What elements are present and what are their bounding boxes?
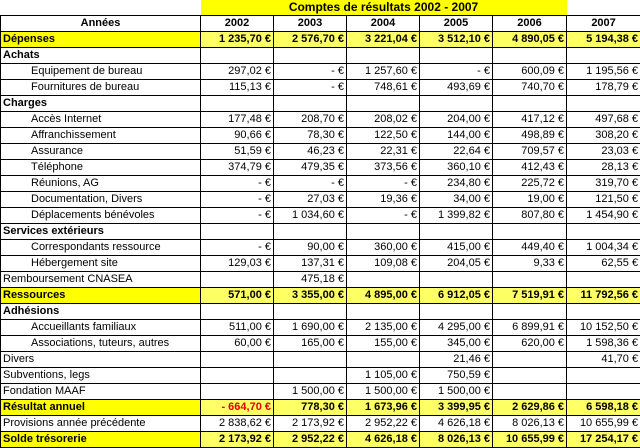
value-cell[interactable]: 2 952,22 € [347, 416, 420, 432]
value-cell[interactable] [201, 352, 274, 368]
table-row [1, 144, 640, 160]
value-cell[interactable]: 1 105,00 € [347, 368, 420, 384]
year-header[interactable]: 2005 [420, 16, 493, 32]
table-row [1, 320, 640, 336]
table-row [1, 64, 640, 80]
value-cell[interactable]: 498,89 € [493, 128, 567, 144]
year-header[interactable]: 2002 [201, 16, 274, 32]
row-label[interactable]: Fournitures de bureau [1, 80, 201, 96]
value-cell[interactable]: 479,35 € [274, 160, 347, 176]
value-cell[interactable]: 750,59 € [420, 368, 493, 384]
value-cell[interactable]: 34,00 € [420, 192, 493, 208]
value-cell[interactable]: 155,00 € [347, 336, 420, 352]
value-cell[interactable] [567, 48, 640, 64]
value-cell[interactable] [274, 368, 347, 384]
value-cell[interactable] [347, 352, 420, 368]
value-cell[interactable]: 1 034,60 € [274, 208, 347, 224]
value-cell[interactable]: 109,08 € [347, 256, 420, 272]
value-cell[interactable]: 4 890,05 € [493, 32, 567, 48]
table-row [1, 368, 640, 384]
row-label[interactable]: Achats [1, 48, 201, 64]
value-cell[interactable]: 2 135,00 € [347, 320, 420, 336]
value-cell[interactable]: 234,80 € [420, 176, 493, 192]
value-cell[interactable]: 1 399,82 € [420, 208, 493, 224]
value-cell[interactable]: 1 500,00 € [420, 384, 493, 400]
table-row [1, 176, 640, 192]
value-cell[interactable]: 308,20 € [567, 128, 640, 144]
value-cell[interactable] [274, 352, 347, 368]
value-cell[interactable]: 204,00 € [420, 112, 493, 128]
value-cell[interactable]: 373,56 € [347, 160, 420, 176]
value-cell[interactable] [201, 48, 274, 64]
value-cell[interactable] [493, 304, 567, 320]
value-cell[interactable]: 225,72 € [493, 176, 567, 192]
value-cell[interactable]: 21,46 € [420, 352, 493, 368]
value-cell[interactable]: 1 500,00 € [274, 384, 347, 400]
header-label[interactable]: Années [1, 16, 201, 32]
value-cell[interactable]: 208,02 € [347, 112, 420, 128]
value-cell[interactable]: 22,31 € [347, 144, 420, 160]
value-cell[interactable]: 740,70 € [493, 80, 567, 96]
row-label[interactable]: Charges [1, 96, 201, 112]
value-cell[interactable] [420, 224, 493, 240]
table-row [1, 224, 640, 240]
value-cell[interactable] [420, 48, 493, 64]
value-cell[interactable]: 19,36 € [347, 192, 420, 208]
row-label[interactable]: Correspondants ressource [1, 240, 201, 256]
value-cell[interactable]: 2 838,62 € [201, 416, 274, 432]
row-label[interactable]: Services extérieurs [1, 224, 201, 240]
row-label[interactable]: Remboursement CNASEA [1, 272, 201, 288]
value-cell[interactable]: 1 690,00 € [274, 320, 347, 336]
value-cell[interactable] [347, 48, 420, 64]
row-label[interactable]: Documentation, Divers [1, 192, 201, 208]
value-cell[interactable]: - € [420, 64, 493, 80]
value-cell[interactable]: 620,00 € [493, 336, 567, 352]
value-cell[interactable]: 571,00 € [201, 288, 274, 304]
value-cell[interactable]: 4 626,18 € [420, 416, 493, 432]
value-cell[interactable]: 5 194,38 € [567, 32, 640, 48]
row-label[interactable]: Adhésions [1, 304, 201, 320]
value-cell[interactable]: 10 655,99 € [567, 416, 640, 432]
value-cell[interactable]: 27,03 € [274, 192, 347, 208]
value-cell[interactable]: 4 895,00 € [347, 288, 420, 304]
value-cell[interactable] [493, 384, 567, 400]
value-cell[interactable]: 115,13 € [201, 80, 274, 96]
value-cell[interactable]: 90,00 € [274, 240, 347, 256]
value-cell[interactable] [567, 224, 640, 240]
value-cell[interactable]: 2 629,86 € [493, 400, 567, 416]
row-label[interactable]: Associations, tuteurs, autres [1, 336, 201, 352]
value-cell[interactable]: 4 295,00 € [420, 320, 493, 336]
value-cell[interactable]: 78,30 € [274, 128, 347, 144]
value-cell[interactable] [567, 96, 640, 112]
row-label[interactable]: Divers [1, 352, 201, 368]
value-cell[interactable] [493, 224, 567, 240]
table-row [1, 336, 640, 352]
value-cell[interactable]: - 664,70 € [201, 400, 274, 416]
results-table-body [1, 0, 640, 448]
value-cell[interactable] [567, 304, 640, 320]
value-cell[interactable]: - € [201, 208, 274, 224]
value-cell[interactable]: 2 576,70 € [274, 32, 347, 48]
value-cell[interactable] [201, 272, 274, 288]
row-label[interactable]: Accès Internet [1, 112, 201, 128]
value-cell[interactable]: 3 512,10 € [420, 32, 493, 48]
row-label[interactable]: Déplacements bénévoles [1, 208, 201, 224]
value-cell[interactable]: 2 173,92 € [201, 432, 274, 448]
table-row [1, 192, 640, 208]
value-cell[interactable]: 1 195,56 € [567, 64, 640, 80]
table-row [1, 160, 640, 176]
value-cell[interactable] [420, 304, 493, 320]
table-row [1, 272, 640, 288]
row-label[interactable]: Résultat annuel [1, 400, 201, 416]
value-cell[interactable]: 178,79 € [567, 80, 640, 96]
table-row [1, 304, 640, 320]
value-cell[interactable]: 121,50 € [567, 192, 640, 208]
value-cell[interactable]: 360,00 € [347, 240, 420, 256]
value-cell[interactable]: 22,64 € [420, 144, 493, 160]
value-cell[interactable] [493, 48, 567, 64]
value-cell[interactable]: 319,70 € [567, 176, 640, 192]
value-cell[interactable]: 46,23 € [274, 144, 347, 160]
table-row [1, 416, 640, 432]
year-header[interactable]: 2003 [274, 16, 347, 32]
table-row [1, 96, 640, 112]
value-cell[interactable] [201, 368, 274, 384]
value-cell[interactable]: 1 598,36 € [567, 336, 640, 352]
value-cell[interactable]: 709,57 € [493, 144, 567, 160]
value-cell[interactable]: 778,30 € [274, 400, 347, 416]
row-label[interactable]: Equipement de bureau [1, 64, 201, 80]
value-cell[interactable]: 1 454,90 € [567, 208, 640, 224]
value-cell[interactable]: 177,48 € [201, 112, 274, 128]
row-label[interactable]: Affranchissement [1, 128, 201, 144]
row-label[interactable]: Réunions, AG [1, 176, 201, 192]
value-cell[interactable]: 415,00 € [420, 240, 493, 256]
value-cell[interactable]: - € [201, 176, 274, 192]
value-cell[interactable]: 2 952,22 € [274, 432, 347, 448]
row-label[interactable]: Ressources [1, 288, 201, 304]
value-cell[interactable]: 8 026,13 € [493, 416, 567, 432]
value-cell[interactable]: 3 355,00 € [274, 288, 347, 304]
table-row [1, 128, 640, 144]
table-row [1, 240, 640, 256]
value-cell[interactable] [274, 224, 347, 240]
table-row [1, 432, 640, 448]
value-cell[interactable]: 23,03 € [567, 144, 640, 160]
value-cell[interactable]: - € [201, 192, 274, 208]
value-cell[interactable]: 208,70 € [274, 112, 347, 128]
value-cell[interactable]: 137,31 € [274, 256, 347, 272]
value-cell[interactable]: 6 899,91 € [493, 320, 567, 336]
year-header[interactable]: 2006 [493, 16, 567, 32]
value-cell[interactable] [201, 224, 274, 240]
value-cell[interactable]: 345,00 € [420, 336, 493, 352]
table-row [1, 352, 640, 368]
value-cell[interactable] [420, 272, 493, 288]
value-cell[interactable]: 412,43 € [493, 160, 567, 176]
value-cell[interactable]: 417,12 € [493, 112, 567, 128]
value-cell[interactable] [201, 304, 274, 320]
value-cell[interactable]: 165,00 € [274, 336, 347, 352]
value-cell[interactable] [347, 304, 420, 320]
value-cell[interactable]: 11 792,56 € [567, 288, 640, 304]
value-cell[interactable]: 144,00 € [420, 128, 493, 144]
row-label[interactable]: Subventions, legs [1, 368, 201, 384]
value-cell[interactable]: 51,59 € [201, 144, 274, 160]
table-row [1, 400, 640, 416]
value-cell[interactable]: 297,02 € [201, 64, 274, 80]
value-cell[interactable] [493, 96, 567, 112]
table-row [1, 256, 640, 272]
value-cell[interactable] [201, 384, 274, 400]
value-cell[interactable]: 493,69 € [420, 80, 493, 96]
value-cell[interactable]: 6 912,05 € [420, 288, 493, 304]
value-cell[interactable]: 1 235,70 € [201, 32, 274, 48]
row-label[interactable]: Téléphone [1, 160, 201, 176]
table-row [1, 384, 640, 400]
value-cell[interactable]: - € [274, 80, 347, 96]
value-cell[interactable] [274, 96, 347, 112]
value-cell[interactable]: 1 004,34 € [567, 240, 640, 256]
value-cell[interactable]: 1 673,96 € [347, 400, 420, 416]
value-cell[interactable]: 129,03 € [201, 256, 274, 272]
value-cell[interactable]: 60,00 € [201, 336, 274, 352]
value-cell[interactable] [347, 272, 420, 288]
value-cell[interactable]: 475,18 € [274, 272, 347, 288]
value-cell[interactable]: 90,66 € [201, 128, 274, 144]
year-header[interactable]: 2007 [567, 16, 640, 32]
value-cell[interactable]: 10 152,50 € [567, 320, 640, 336]
value-cell[interactable]: 449,40 € [493, 240, 567, 256]
title-blank-cell[interactable] [1, 0, 201, 16]
value-cell[interactable]: 4 626,18 € [347, 432, 420, 448]
value-cell[interactable] [567, 272, 640, 288]
value-cell[interactable]: 41,70 € [567, 352, 640, 368]
row-label[interactable]: Dépenses [1, 32, 201, 48]
table-row [1, 48, 640, 64]
value-cell[interactable]: 2 173,92 € [274, 416, 347, 432]
table-row [1, 208, 640, 224]
value-cell[interactable]: 600,09 € [493, 64, 567, 80]
value-cell[interactable] [201, 96, 274, 112]
value-cell[interactable]: 1 257,60 € [347, 64, 420, 80]
value-cell[interactable]: 28,13 € [567, 160, 640, 176]
value-cell[interactable]: 122,50 € [347, 128, 420, 144]
value-cell[interactable]: 19,00 € [493, 192, 567, 208]
value-cell[interactable]: 374,79 € [201, 160, 274, 176]
value-cell[interactable]: 6 598,18 € [567, 400, 640, 416]
value-cell[interactable]: - € [201, 240, 274, 256]
value-cell[interactable] [567, 368, 640, 384]
value-cell[interactable]: - € [274, 176, 347, 192]
sheet-title[interactable]: Comptes de résultats 2002 - 2007 [201, 0, 567, 16]
value-cell[interactable]: 497,68 € [567, 112, 640, 128]
title-row [1, 0, 640, 16]
value-cell[interactable]: 360,10 € [420, 160, 493, 176]
value-cell[interactable]: 1 500,00 € [347, 384, 420, 400]
header-row [1, 16, 640, 32]
value-cell[interactable]: 10 655,99 € [493, 432, 567, 448]
row-label[interactable]: Fondation MAAF [1, 384, 201, 400]
value-cell[interactable] [420, 96, 493, 112]
value-cell[interactable]: 204,05 € [420, 256, 493, 272]
title-blank-cell[interactable] [567, 0, 640, 16]
row-label[interactable]: Solde trésorerie [1, 432, 201, 448]
row-label[interactable]: Hébergement site [1, 256, 201, 272]
value-cell[interactable]: 9,33 € [493, 256, 567, 272]
value-cell[interactable]: - € [274, 64, 347, 80]
row-label[interactable]: Accueillants familiaux [1, 320, 201, 336]
value-cell[interactable] [347, 224, 420, 240]
row-label[interactable]: Provisions année précédente [1, 416, 201, 432]
value-cell[interactable]: 3 221,04 € [347, 32, 420, 48]
value-cell[interactable] [567, 384, 640, 400]
value-cell[interactable] [347, 96, 420, 112]
value-cell[interactable] [493, 368, 567, 384]
value-cell[interactable]: - € [347, 176, 420, 192]
value-cell[interactable] [493, 272, 567, 288]
value-cell[interactable]: 3 399,95 € [420, 400, 493, 416]
value-cell[interactable] [493, 352, 567, 368]
value-cell[interactable] [274, 48, 347, 64]
value-cell[interactable]: 807,80 € [493, 208, 567, 224]
table-row [1, 288, 640, 304]
year-header[interactable]: 2004 [347, 16, 420, 32]
value-cell[interactable] [274, 304, 347, 320]
value-cell[interactable]: 748,61 € [347, 80, 420, 96]
value-cell[interactable]: 7 519,91 € [493, 288, 567, 304]
value-cell[interactable]: 62,55 € [567, 256, 640, 272]
value-cell[interactable]: - € [347, 208, 420, 224]
value-cell[interactable]: 8 026,13 € [420, 432, 493, 448]
table-row [1, 80, 640, 96]
row-label[interactable]: Assurance [1, 144, 201, 160]
table-row [1, 112, 640, 128]
table-row [1, 32, 640, 48]
value-cell[interactable]: 17 254,17 € [567, 432, 640, 448]
value-cell[interactable]: 511,00 € [201, 320, 274, 336]
